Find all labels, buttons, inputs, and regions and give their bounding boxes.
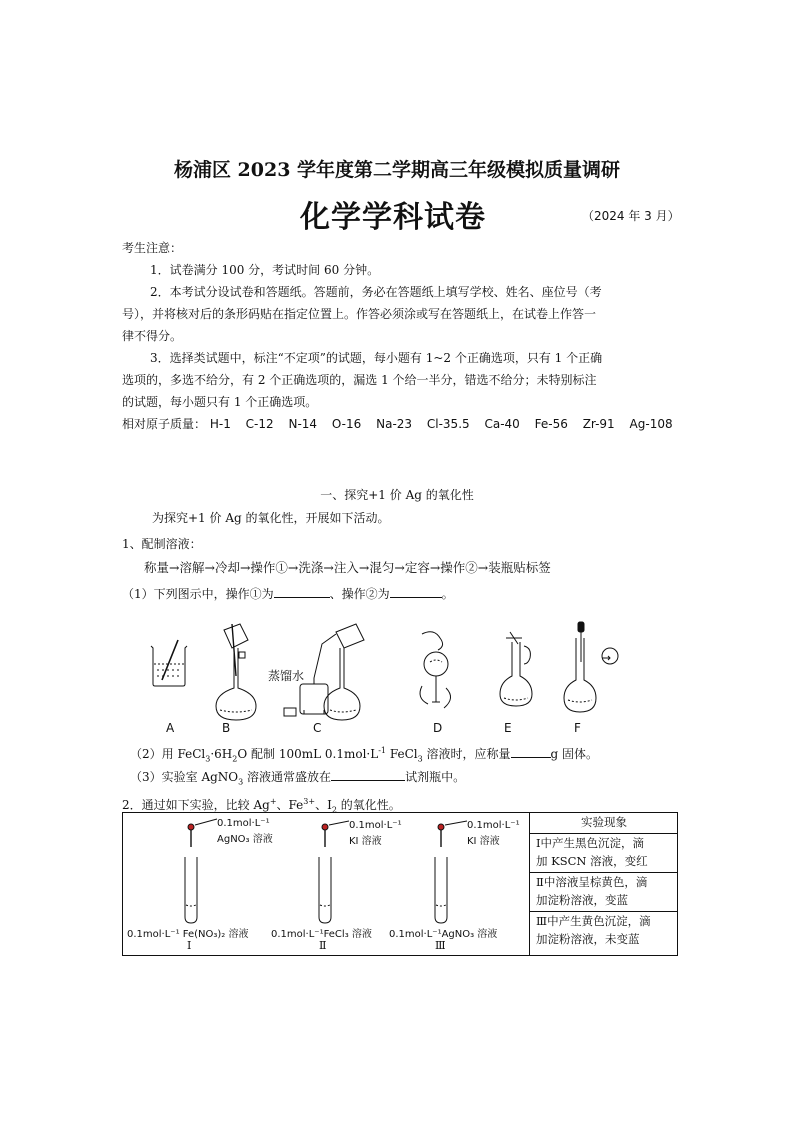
observation-row-1 [530, 834, 678, 873]
notice-item-1: 1．试卷满分 100 分，考试时间 60 分钟。 [150, 263, 380, 277]
q1-3: （3）实验室 AgNO$_3$ 溶液通常盛放在 试剂瓶中。 [130, 770, 466, 787]
transfer-to-flask-illustration [216, 624, 256, 720]
atomic-mass-item: Ca-40 [484, 417, 520, 431]
test-tube-3 [435, 821, 467, 923]
q2-title-b: 、Fe [276, 798, 304, 812]
tube2-reagent-name: KI 溶液 [349, 836, 382, 847]
atomic-masses [122, 413, 674, 435]
test-tube-1 [185, 819, 217, 923]
distilled-water-label: 蒸馏水 [268, 669, 305, 683]
q1-3-text-b: 溶液通常盛放在 [243, 770, 332, 784]
q1-2-text-c: O 配制 100mL 0.1mol·L [237, 747, 379, 761]
tube3-reagent-conc: 0.1mol·L⁻¹ [467, 820, 520, 831]
atomic-masses-label: 相对原子质量： [122, 417, 207, 431]
fig-label-a: A [166, 721, 175, 735]
atomic-mass-item: Cl-35.5 [426, 417, 470, 431]
q1-steps: 称量→溶解→冷却→操作①→洗涤→注入→混匀→定容→操作②→装瓶贴标签 [144, 560, 551, 575]
q1-2: （2）用 $FeCl_3\cdot 6H_2O$ 配制 100mL $0.1mol\cdot L^{-1}$ FeCl$_3$ 溶液时，应称量 g 固体。 [130, 746, 599, 764]
tube2-reagent [349, 819, 402, 849]
q1-2-text-e: 溶液时，应称量 [422, 747, 511, 761]
q1-2-text-a: （2）用 FeCl [130, 747, 206, 761]
observation-row-2 [530, 873, 678, 912]
q1-1-text-a: （1）下列图示中，操作①为 [122, 587, 274, 601]
answer-blank-op1[interactable] [274, 585, 330, 598]
subject-title: 化学学科试卷 [300, 200, 486, 235]
shake-flask-illustration [420, 632, 451, 708]
q2-title-a: 2．通过如下实验，比较 Ag [122, 798, 270, 812]
q2-title-d: 的氧化性。 [336, 798, 401, 812]
lab-operations-figure [140, 618, 620, 736]
q1-3-text-a: （3）实验室 AgNO [130, 770, 239, 784]
q1-1-text-c: 。 [441, 587, 454, 601]
fig-label-c: C [313, 721, 322, 735]
fig-label-b: B [222, 721, 231, 735]
tube2-numeral: Ⅱ [319, 939, 327, 952]
notice-item-3-line3: 的试题，每小题只有 1 个正确选项。 [122, 395, 318, 409]
dropper-flask-illustration [564, 622, 618, 712]
notice-heading: 考生注意： [122, 241, 183, 255]
tube3-solution: 0.1mol·L⁻¹AgNO₃ 溶液 [389, 929, 498, 940]
answer-blank-mass[interactable] [511, 745, 551, 758]
section-title: 一、探究+1 价 Ag 的氧化性 [320, 488, 474, 502]
test-tube-2 [319, 821, 349, 923]
q1-3-text-c: 试剂瓶中。 [405, 770, 466, 784]
q1-2-text-f: g 固体。 [550, 747, 599, 761]
observation-2-line2: 加淀粉溶液，变蓝 [536, 893, 628, 907]
atomic-mass-item: O-16 [331, 417, 362, 431]
observation-1-line2: 加 KSCN 溶液，变红 [536, 854, 648, 868]
notice-item-2-line1: 2．本考试分设试卷和答题纸。答题前，务必在答题纸上填写学校、姓名、座位号（考 [150, 285, 602, 299]
fig-label-e: E [504, 721, 512, 735]
atomic-mass-item: Ag-108 [629, 417, 673, 431]
q1-2-text-b: ·6H [210, 747, 233, 761]
fig-label-d: D [433, 721, 443, 735]
notice-item-2-line3: 律不得分。 [122, 329, 183, 343]
atomic-mass-item: C-12 [245, 417, 274, 431]
atomic-mass-item: N-14 [288, 417, 318, 431]
section-intro: 为探究+1 价 Ag 的氧化性，开展如下活动。 [152, 511, 390, 525]
tube3-reagent [467, 819, 520, 849]
observation-1-line1: Ⅰ中产生黑色沉淀，滴 [536, 836, 645, 850]
atomic-mass-item: H-1 [209, 417, 231, 431]
tube1-solution: 0.1mol·L⁻¹ Fe(NO₃)₂ 溶液 [127, 929, 249, 940]
q2-title: 2．通过如下实验，比较 Ag+、$Fe^{3+}$、$I_2$ 的氧化性。 [122, 797, 401, 815]
answer-blank-bottle[interactable] [331, 768, 405, 781]
tube1-reagent-conc: 0.1mol·L⁻¹ [217, 818, 270, 829]
tube1-numeral: Ⅰ [187, 939, 192, 952]
tube3-reagent-name: KI 溶液 [467, 836, 500, 847]
observation-3-line1: Ⅲ中产生黄色沉淀，滴 [536, 914, 651, 928]
experiment-table [122, 812, 678, 956]
tube2-reagent-conc: 0.1mol·L⁻¹ [349, 820, 402, 831]
notice-item-3-line2: 选项的，多选不给分，有 2 个正确选项的，漏选 1 个给一半分，错选不给分；未特别标注 [122, 373, 597, 387]
atomic-mass-item: Zr-91 [582, 417, 615, 431]
notice-item-3-line1: 3．选择类试题中，标注“不定项”的试题，每小题有 1~2 个正确选项，只有 1 个正确 [150, 351, 603, 365]
tube3-numeral: Ⅲ [435, 939, 446, 952]
exam-title: 杨浦区 2023 学年度第二学期高三年级模拟质量调研 [173, 159, 621, 181]
flask-held-illustration [500, 632, 532, 706]
observation-3-line2: 加淀粉溶液，未变蓝 [536, 932, 640, 946]
beaker-stirring-illustration [151, 640, 187, 686]
observation-row-3 [530, 912, 678, 952]
atomic-mass-item: Fe-56 [534, 417, 568, 431]
tube1-reagent [217, 817, 273, 847]
exam-date: （2024 年 3 月） [582, 209, 680, 223]
observations-header: 实验现象 [530, 813, 678, 834]
notice-item-2-line2: 号），并将核对后的条形码贴在指定位置上。作答必须涂或写在答题纸上，在试卷上作答一 [122, 307, 597, 321]
q1-title: 1、配制溶液： [122, 537, 202, 551]
tube1-reagent-name: AgNO₃ 溶液 [217, 834, 273, 845]
q2-title-c: 、I [315, 798, 332, 812]
observations-column [529, 813, 678, 955]
q1-1-text-b: 、操作②为 [329, 587, 390, 601]
q1-2-text-d: FeCl [386, 747, 418, 761]
fig-label-f: F [574, 721, 581, 735]
tube2-solution: 0.1mol·L⁻¹FeCl₃ 溶液 [271, 929, 372, 940]
observation-2-line1: Ⅱ中溶液呈棕黄色，滴 [536, 875, 648, 889]
q1-1 [122, 585, 454, 602]
answer-blank-op2[interactable] [390, 585, 442, 598]
notice-block [122, 237, 674, 435]
atomic-mass-item: Na-23 [376, 417, 413, 431]
